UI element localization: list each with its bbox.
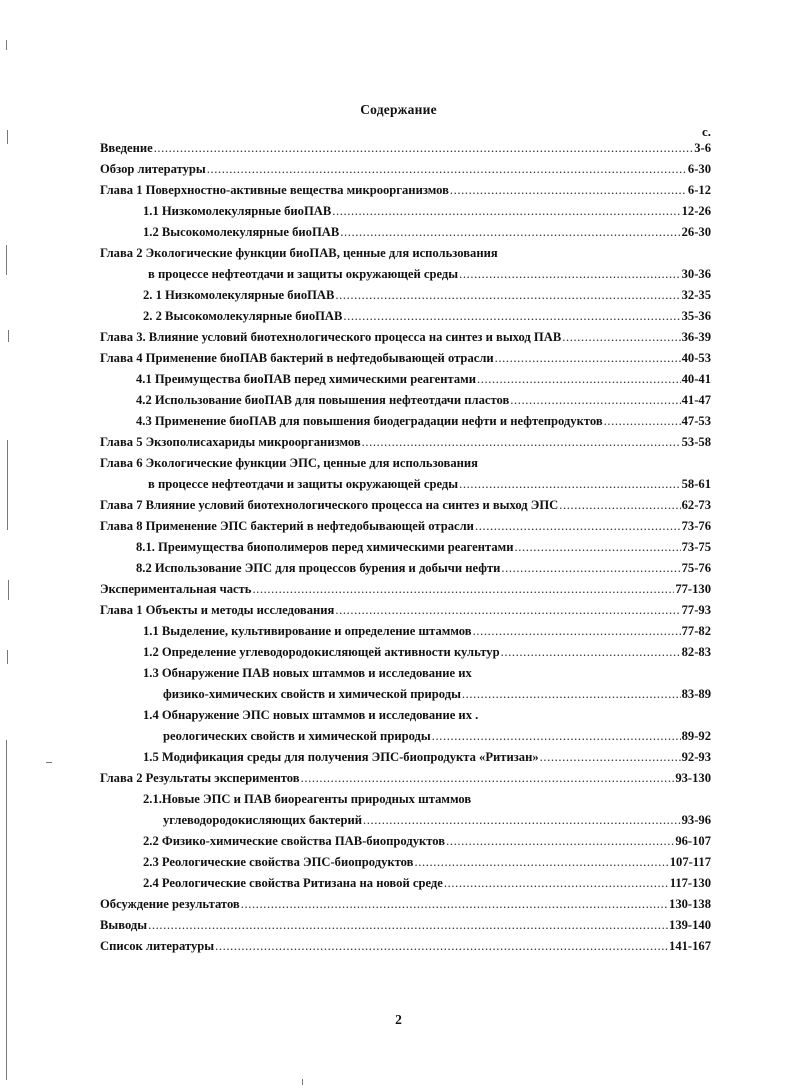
toc-entry-pages: 93-96 xyxy=(681,813,711,827)
toc-entry-pages: 30-36 xyxy=(681,267,711,281)
toc-entry-title-continued: в процессе нефтеотдачи и защиты окружающей среды xyxy=(148,477,459,491)
toc-entry xyxy=(100,161,711,177)
toc-entry-title: Глава 8 Применение ЭПС бактерий в нефтедобывающей отрасли xyxy=(100,519,474,533)
toc-entry-title-continued: реологических свойств и химической природы xyxy=(163,729,431,743)
toc-entry xyxy=(143,224,711,240)
toc-entry-title: Выводы xyxy=(100,918,148,932)
toc-entry-title: Глава 2 Результаты экспериментов xyxy=(100,771,300,785)
toc-entry-pages: 58-61 xyxy=(681,477,711,491)
toc-entry xyxy=(100,140,711,156)
toc-entry xyxy=(148,266,711,282)
page-title: Содержание xyxy=(360,102,437,117)
toc-entry-title: Глава 1 Объекты и методы исследования xyxy=(100,603,335,617)
toc-entry-pages: 32-35 xyxy=(681,288,711,302)
toc-entry xyxy=(143,833,711,849)
toc-entry-title: 2. 1 Низкомолекулярные биоПАВ xyxy=(143,288,335,302)
toc-entry xyxy=(143,854,711,870)
toc-entry-pages: 139-140 xyxy=(669,918,711,932)
toc-entry-pages: 40-53 xyxy=(681,351,711,365)
toc-entry xyxy=(143,308,711,324)
page-column-label: с. xyxy=(701,124,711,139)
toc-entry-pages: 75-76 xyxy=(681,561,711,575)
toc-entry-title: Глава 3. Влияние условий биотехнологического процесса на синтез и выход ПАВ xyxy=(100,330,562,344)
toc-entry-title-continued: углеводородокисляющих бактерий xyxy=(163,813,363,827)
toc-entry xyxy=(136,539,711,555)
toc-entry-title: 1.4 Обнаружение ЭПС новых штаммов и исследование их . xyxy=(143,708,479,722)
toc-entry-pages: 36-39 xyxy=(681,330,711,344)
toc-entry-title: Глава 7 Влияние условий биотехнологического процесса на синтез и выход ЭПС xyxy=(100,498,559,512)
toc-entry xyxy=(100,350,711,366)
toc-entry-pages: 6-30 xyxy=(687,162,711,176)
toc-entry-title: 8.2 Использование ЭПС для процессов бурения и добычи нефти xyxy=(136,561,501,575)
toc-entry-title-continued: физико-химических свойств и химической природы xyxy=(163,687,461,701)
toc-entry xyxy=(143,287,711,303)
toc-entry-pages: 41-47 xyxy=(681,393,711,407)
toc-entry xyxy=(143,203,711,219)
toc-entry-pages: 96-107 xyxy=(675,834,711,848)
toc-entry xyxy=(136,560,711,576)
toc-entry xyxy=(100,518,711,534)
toc-entry-title: 4.2 Использование биоПАВ для повышения нефтеотдачи пластов xyxy=(136,393,510,407)
toc-entry-title: 1.5 Модификация среды для получения ЭПС-биопродукта «Ритизан» xyxy=(143,750,539,764)
toc-entry-pages: 40-41 xyxy=(681,372,711,386)
toc-entry-title: 1.2 Определение углеводородокисляющей активности культур xyxy=(143,645,500,659)
toc-entry-title: Экспериментальная часть xyxy=(100,582,252,596)
toc-entry-title: Глава 5 Экзополисахариды микроорганизмов xyxy=(100,435,361,449)
toc-entry-title: 1.3 Обнаружение ПАВ новых штаммов и исследование их xyxy=(143,666,472,680)
page-number: 2 xyxy=(395,1012,402,1027)
toc-entry xyxy=(143,623,711,639)
toc-entry-pages: 3-6 xyxy=(694,141,711,155)
toc-entry xyxy=(148,476,711,492)
toc-entry-pages: 141-167 xyxy=(669,939,711,953)
toc-entry-pages: 83-89 xyxy=(681,687,711,701)
toc-entry xyxy=(100,329,711,345)
toc-entry xyxy=(100,497,711,513)
toc-entry-pages: 77-93 xyxy=(681,603,711,617)
toc-entry-title: 2.1.Новые ЭПС и ПАВ биореагенты природных штаммов xyxy=(143,792,472,806)
toc-entry-pages: 77-130 xyxy=(675,582,711,596)
toc-entry xyxy=(100,917,711,933)
toc-entry xyxy=(100,938,711,954)
toc-entry-pages: 77-82 xyxy=(681,624,711,638)
toc-entry-title: Введение xyxy=(100,141,153,155)
toc-entry-pages: 26-30 xyxy=(681,225,711,239)
toc-entry-title: 2.3 Реологические свойства ЭПС-биопродуктов xyxy=(143,855,414,869)
toc-entry-title: 8.1. Преимущества биополимеров перед химическими реагентами xyxy=(136,540,514,554)
toc-entry-pages: 92-93 xyxy=(681,750,711,764)
toc-entry xyxy=(163,686,711,702)
toc-entry xyxy=(143,644,711,660)
toc-entry-pages: 53-58 xyxy=(681,435,711,449)
toc-entry-title: Глава 1 Поверхностно-активные вещества микроорганизмов xyxy=(100,183,449,197)
toc-entry-title: 1.1 Низкомолекулярные биоПАВ xyxy=(143,204,332,218)
toc-entry-title: 4.1 Преимущества биоПАВ перед химическими реагентами xyxy=(136,372,476,386)
toc-entry xyxy=(136,392,711,408)
toc-entry xyxy=(100,182,711,198)
toc-entry-title: 2. 2 Высокомолекулярные биоПАВ xyxy=(143,309,343,323)
toc-entry-title: Обзор литературы xyxy=(100,162,206,176)
toc-entry-title: Обсуждение результатов xyxy=(100,897,240,911)
toc-entry-pages: 35-36 xyxy=(681,309,711,323)
toc-entry xyxy=(163,728,711,744)
toc-entry-pages: 73-75 xyxy=(681,540,711,554)
toc-entry-title: 2.4 Реологические свойства Ритизана на новой среде xyxy=(143,876,443,890)
toc-entry xyxy=(143,875,711,891)
toc-entry-title: 2.2 Физико-химические свойства ПАВ-биопродуктов xyxy=(143,834,446,848)
toc-entry-pages: 93-130 xyxy=(675,771,711,785)
toc-entry xyxy=(143,749,711,765)
toc-entry-pages: 47-53 xyxy=(681,414,711,428)
toc-entry xyxy=(100,896,711,912)
toc-entry-pages: 6-12 xyxy=(687,183,711,197)
toc-entry-title-continued: в процессе нефтеотдачи и защиты окружающей среды xyxy=(148,267,459,281)
toc-entry xyxy=(163,812,711,828)
toc-entry-title: Глава 6 Экологические функции ЭПС, ценные для использования xyxy=(100,456,478,470)
toc-entry-title: Список литературы xyxy=(100,939,215,953)
toc-entry-pages: 12-26 xyxy=(681,204,711,218)
toc-entry xyxy=(100,581,711,597)
toc-entry-pages: 117-130 xyxy=(669,876,711,890)
toc-entry-pages: 62-73 xyxy=(681,498,711,512)
toc-entry xyxy=(136,371,711,387)
toc-entry-pages: 89-92 xyxy=(681,729,711,743)
toc-entry-pages: 82-83 xyxy=(681,645,711,659)
toc-entry-title: Глава 4 Применение биоПАВ бактерий в нефтедобывающей отрасли xyxy=(100,351,494,365)
toc-entry xyxy=(136,413,711,429)
toc-entry-title: 4.3 Применение биоПАВ для повышения биодеградации нефти и нефтепродуктов xyxy=(136,414,603,428)
toc-entry xyxy=(100,602,711,618)
toc-entry xyxy=(100,434,711,450)
toc-entry-pages: 107-117 xyxy=(669,855,711,869)
toc-entry xyxy=(100,770,711,786)
toc-entry-title: 1.1 Выделение, культивирование и определение штаммов xyxy=(143,624,472,638)
toc-entry-title: 1.2 Высокомолекулярные биоПАВ xyxy=(143,225,340,239)
toc-entry-pages: 73-76 xyxy=(681,519,711,533)
toc-entry-pages: 130-138 xyxy=(669,897,711,911)
toc-entry-title: Глава 2 Экологические функции биоПАВ, ценные для использования xyxy=(100,246,498,260)
